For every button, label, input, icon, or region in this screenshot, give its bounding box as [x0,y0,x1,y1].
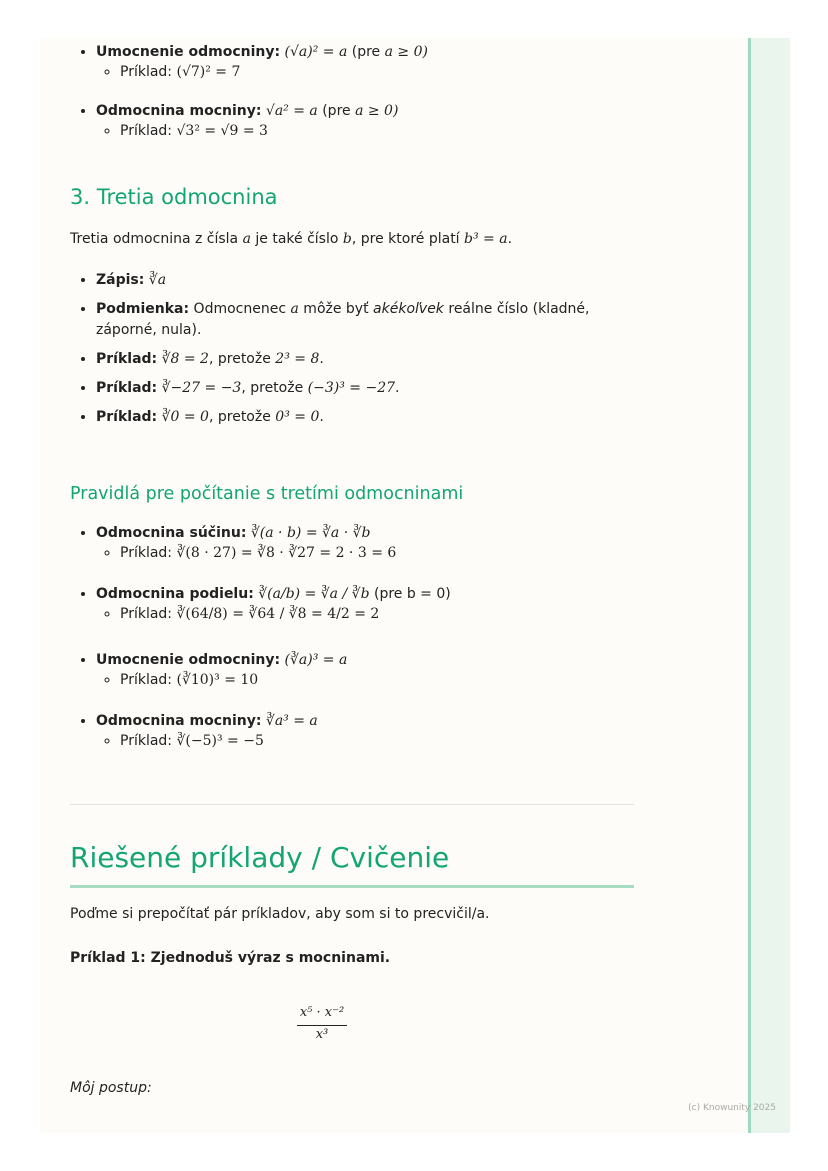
example1-title: Príklad 1: Zjednoduš výraz s mocninami. [70,950,391,966]
bullet-label: Príklad: [96,350,158,367]
bullet-text: ∛−27 = −3 [157,380,242,397]
bullet-text: ∛0 = 0 [157,409,209,426]
subsection-heading: Pravidlá pre počítanie s tretími odmocninami [70,484,464,504]
example-label: Príklad: [120,605,177,622]
bullet-label: Príklad: [96,380,158,397]
rule-label: Odmocnina súčinu: [96,525,247,541]
exercises-heading: Riešené príklady / Cvičenie [70,838,634,888]
rule-condition: (pre b = 0) [369,585,451,602]
rule-item [96,711,634,752]
bullet-text: , pretože [241,380,308,397]
bullet-item [96,270,634,290]
bullet-text: (−3)³ = −27 [307,380,396,397]
bullet-text: môže byť [298,301,374,318]
rule-item: • Odmocnina mocniny: √a² = a (pre a ≥ 0) ◦ Príklad: √3² = √9 = 3 [96,101,634,142]
rule-item: • Umocnenie odmocniny: (√a)² = a (pre a ≥ 0) ◦ Príklad: (√7)² = 7 [96,42,634,83]
bullet-text: 0³ = 0 [275,409,320,426]
top-rules [70,42,634,141]
fraction: $\frac{\text{x⁵ · x⁻²}}{\text{x³}}$ [40,1004,604,1045]
bullet-item [96,407,634,427]
example-label: Príklad: [120,672,177,689]
example-item [120,731,634,751]
bullet-item [96,299,634,340]
example-formula: ∛(64/8) = ∛64 / ∛8 = 4/2 = 2 [176,605,380,622]
bullet-item [96,378,634,398]
bullet-text: ∛a [144,272,167,288]
rule-item [96,523,634,564]
rule-label: Odmocnina mocniny: [96,712,262,729]
rule-label: Umocnenie odmocniny: [96,652,281,669]
document-page [40,38,790,1133]
divider [70,804,634,805]
example-label: Príklad: [120,545,177,562]
bullet-text: . [319,409,324,426]
bullet-text: . [395,380,400,397]
bullet-label: Príklad: [96,409,158,426]
copyright-footer: (c) Knowunity 2025 [688,1103,776,1113]
bullet-text: , pretože [208,409,276,426]
bullet-text: ∛8 = 2 [157,350,209,367]
bullet-text: akékoľvek [373,301,444,318]
example-item: ◦ Príklad: √3² = √9 = 3 [120,121,634,141]
my-steps-label: Môj postup: [70,1080,152,1096]
rule-formula: (∛a)³ = a [280,652,348,669]
example-item: ◦ Príklad: (√7)² = 7 [120,62,634,82]
section-intro: Tretia odmocnina z čísla a je také číslo b, pre ktoré platí b³ = a. [70,231,513,247]
bullet-item [96,349,634,369]
example-label: Príklad: [120,733,177,750]
bullet-text: , pretože [208,350,276,367]
example-item [120,543,634,563]
bullet-label: Zápis: [96,272,145,288]
bullet-text: a [290,301,299,318]
rules3-list [70,523,634,771]
rule-formula: ∛a³ = a [261,712,318,729]
bullet-text: . [319,350,324,367]
bullet-text: 2³ = 8 [275,350,320,367]
rule-label: Odmocnina podielu: [96,585,254,602]
rule-formula: ∛(a · b) = ∛a · ∛b [246,525,371,541]
bullet-label: Podmienka: [96,301,190,318]
section-heading: 3. Tretia odmocnina [70,185,278,209]
rule-item [96,650,634,691]
section3-bullets [70,270,634,437]
bullet-text: Odmocnenec [189,301,291,318]
example-formula: (∛10)³ = 10 [176,672,259,689]
side-accent-strip [748,38,790,1133]
example-formula: ∛(8 · 27) = ∛8 · ∛27 = 2 · 3 = 6 [176,545,397,562]
exercises-intro: Poďme si prepočítať pár príkladov, aby som si to precvičil/a. [70,906,490,922]
rule-item [96,584,634,625]
example-item [120,604,634,624]
bullet-text: reálne číslo (kladné, záporné, nula). [96,301,590,338]
rule-formula: ∛(a/b) = ∛a / ∛b [253,585,370,602]
example-formula: ∛(−5)³ = −5 [176,733,264,750]
example-item [120,670,634,690]
